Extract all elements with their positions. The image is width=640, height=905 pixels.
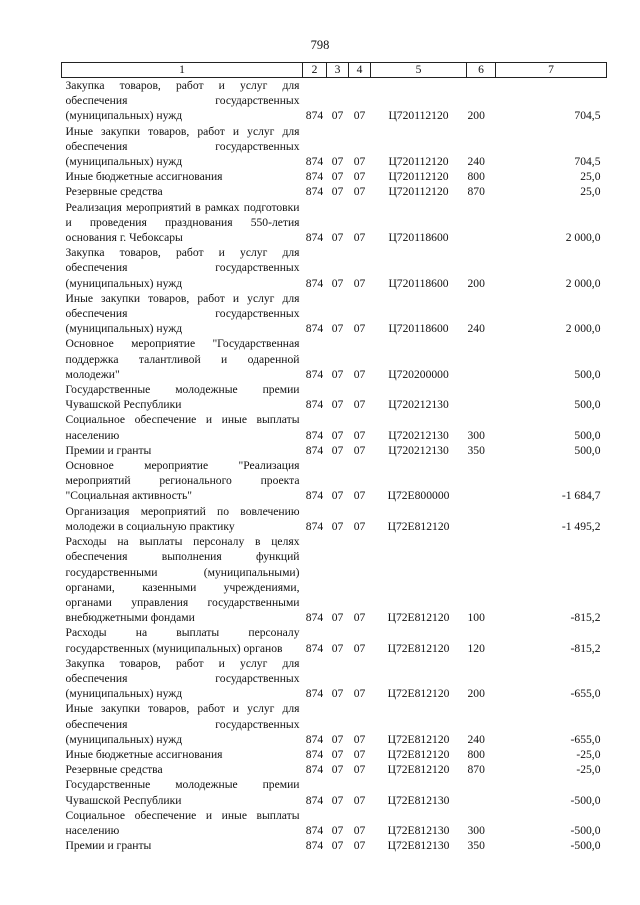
row-target-article: Ц720212130	[388, 443, 449, 457]
header-cell-6: 6	[467, 63, 496, 78]
row-gr-code: 874	[305, 641, 324, 655]
row-expense-type: 870	[467, 763, 485, 777]
row-amount: 500,0	[574, 443, 601, 457]
row-target-article: Ц720112120	[388, 155, 449, 169]
table-row	[62, 534, 607, 625]
row-name: Иные бюджетные ассигнования	[65, 170, 223, 184]
row-target-article: Ц720212130	[388, 398, 449, 412]
row-target-article: Ц72Е812130	[387, 839, 450, 853]
row-section: 07	[331, 839, 344, 853]
row-expense-type: 240	[467, 322, 485, 336]
row-name: Расходы на выплаты персоналу государственных (муниципальных) органов	[65, 626, 300, 655]
row-name: Иные закупки товаров, работ и услуг для обеспечения государственных (муниципальных) нужд	[65, 291, 300, 336]
table-row	[62, 747, 607, 762]
row-name: Расходы на выплаты персоналу в целях обеспечения выполнения функций государственными (муниципальными) органами, казенными учреждениями, органами управления государственными внебюджетными фондами	[65, 535, 300, 625]
row-name: Закупка товаров, работ и услуг для обеспечения государственных (муниципальных) нужд	[65, 79, 300, 123]
row-subsection: 07	[353, 109, 366, 123]
table-row	[62, 625, 607, 655]
row-section: 07	[331, 367, 344, 381]
row-gr-code: 874	[305, 155, 324, 169]
row-subsection: 07	[353, 155, 366, 169]
row-expense-type: 870	[467, 185, 485, 199]
row-name: Премии и гранты	[65, 443, 152, 457]
row-amount: 500,0	[574, 398, 601, 412]
row-subsection: 07	[353, 747, 366, 761]
row-expense-type: 300	[467, 428, 485, 442]
row-expense-type: 240	[467, 155, 485, 169]
row-amount: 704,5	[574, 109, 601, 123]
row-section: 07	[331, 428, 344, 442]
row-name: Государственные молодежные премии Чувашской Республики	[65, 383, 300, 412]
row-subsection: 07	[353, 443, 366, 457]
row-name: Премии и гранты	[65, 839, 152, 853]
row-name: Организация мероприятий по вовлечению молодежи в социальную практику	[65, 504, 300, 533]
row-gr-code: 874	[305, 170, 324, 184]
row-expense-type	[467, 777, 496, 807]
row-target-article: Ц72Е812120	[387, 763, 450, 777]
row-amount: 2 000,0	[565, 276, 601, 290]
row-target-article: Ц72Е812130	[387, 823, 450, 837]
row-subsection: 07	[353, 489, 366, 503]
row-target-article: Ц720200000	[388, 367, 449, 381]
row-section: 07	[331, 276, 344, 290]
table-row	[62, 412, 607, 442]
row-gr-code: 874	[305, 823, 324, 837]
row-amount: -500,0	[570, 793, 601, 807]
row-expense-type	[467, 458, 496, 504]
row-name: Иные закупки товаров, работ и услуг для обеспечения государственных (муниципальных) нужд	[65, 702, 300, 746]
row-amount: -815,2	[570, 641, 601, 655]
row-expense-type	[467, 382, 496, 412]
header-cell-1: 1	[62, 63, 303, 78]
row-gr-code: 874	[305, 428, 324, 442]
row-gr-code: 874	[305, 763, 324, 777]
table-row	[62, 336, 607, 382]
header-cell-4: 4	[349, 63, 371, 78]
row-section: 07	[331, 687, 344, 701]
row-section: 07	[331, 170, 344, 184]
row-subsection: 07	[353, 231, 366, 245]
row-section: 07	[331, 732, 344, 746]
row-amount: 2 000,0	[565, 322, 601, 336]
row-subsection: 07	[353, 170, 366, 184]
row-expense-type	[467, 336, 496, 382]
row-gr-code: 874	[305, 398, 324, 412]
row-section: 07	[331, 398, 344, 412]
row-target-article: Ц72Е800000	[387, 489, 450, 503]
row-gr-code: 874	[305, 732, 324, 746]
row-subsection: 07	[353, 839, 366, 853]
row-name: Резервные средства	[65, 185, 163, 199]
row-name: Основное мероприятие "Реализация мероприятий регионального проекта "Социальная активность"	[65, 459, 300, 503]
row-expense-type: 200	[467, 109, 485, 123]
row-amount: -1 684,7	[561, 489, 601, 503]
row-target-article: Ц720118600	[388, 322, 449, 336]
row-name: Реализация мероприятий в рамках подготовки и проведения празднования 550-летия основания г. Чебоксары	[65, 200, 300, 245]
row-name: Резервные средства	[65, 763, 163, 777]
table-row	[62, 777, 607, 807]
row-name: Основное мероприятие "Государственная поддержка талантливой и одаренной молодежи"	[65, 337, 300, 381]
row-expense-type: 800	[467, 170, 485, 184]
budget-table	[61, 62, 607, 853]
row-amount: 25,0	[580, 185, 601, 199]
row-target-article: Ц720112120	[388, 109, 449, 123]
row-name: Социальное обеспечение и иные выплаты населению	[65, 413, 300, 442]
row-name: Иные бюджетные ассигнования	[65, 747, 223, 761]
row-target-article: Ц720118600	[388, 231, 449, 245]
row-section: 07	[331, 109, 344, 123]
row-amount: -1 495,2	[561, 519, 601, 533]
row-section: 07	[331, 443, 344, 457]
row-gr-code: 874	[305, 109, 324, 123]
row-amount: 25,0	[580, 170, 601, 184]
row-gr-code: 874	[305, 519, 324, 533]
row-amount: -815,2	[570, 611, 601, 625]
row-amount: -655,0	[570, 732, 601, 746]
header-cell-5: 5	[371, 63, 467, 78]
row-amount: -500,0	[570, 839, 601, 853]
row-subsection: 07	[353, 428, 366, 442]
row-target-article: Ц72Е812120	[387, 687, 450, 701]
row-subsection: 07	[353, 398, 366, 412]
row-gr-code: 874	[305, 839, 324, 853]
row-section: 07	[331, 823, 344, 837]
row-expense-type: 800	[467, 747, 485, 761]
row-target-article: Ц72Е812120	[387, 641, 450, 655]
row-target-article: Ц720112120	[388, 185, 449, 199]
row-expense-type: 120	[467, 641, 485, 655]
row-subsection: 07	[353, 611, 366, 625]
row-target-article: Ц720212130	[388, 428, 449, 442]
row-expense-type: 200	[467, 276, 485, 290]
row-target-article: Ц72Е812120	[387, 519, 450, 533]
row-subsection: 07	[353, 519, 366, 533]
row-amount: -25,0	[576, 763, 601, 777]
table-row	[62, 504, 607, 534]
row-gr-code: 874	[305, 185, 324, 199]
row-section: 07	[331, 489, 344, 503]
row-section: 07	[331, 763, 344, 777]
row-gr-code: 874	[305, 276, 324, 290]
row-subsection: 07	[353, 793, 366, 807]
table-row	[62, 200, 607, 246]
row-gr-code: 874	[305, 489, 324, 503]
row-gr-code: 874	[305, 322, 324, 336]
row-name: Иные закупки товаров, работ и услуг для обеспечения государственных (муниципальных) нужд	[65, 124, 300, 169]
row-expense-type: 100	[467, 611, 485, 625]
row-expense-type: 240	[467, 732, 485, 746]
row-expense-type: 350	[467, 443, 485, 457]
row-gr-code: 874	[305, 687, 324, 701]
row-amount: -655,0	[570, 687, 601, 701]
row-section: 07	[331, 747, 344, 761]
table-row	[62, 291, 607, 337]
row-gr-code: 874	[305, 747, 324, 761]
table-row	[62, 245, 607, 291]
row-name: Социальное обеспечение и иные выплаты населению	[65, 808, 300, 837]
table-row	[62, 808, 607, 838]
row-expense-type	[467, 504, 496, 534]
table-row	[62, 656, 607, 702]
table-row	[62, 762, 607, 777]
table-row	[62, 78, 607, 124]
row-section: 07	[331, 322, 344, 336]
row-section: 07	[331, 519, 344, 533]
table-row	[62, 124, 607, 170]
row-expense-type: 300	[467, 823, 485, 837]
page-number: 798	[310, 38, 330, 52]
row-name: Государственные молодежные премии Чувашской Республики	[65, 778, 300, 807]
row-target-article: Ц72Е812130	[387, 793, 450, 807]
row-subsection: 07	[353, 763, 366, 777]
row-gr-code: 874	[305, 793, 324, 807]
row-amount: 500,0	[574, 428, 601, 442]
row-target-article: Ц720112120	[388, 170, 449, 184]
row-section: 07	[331, 611, 344, 625]
row-gr-code: 874	[305, 231, 324, 245]
row-subsection: 07	[353, 641, 366, 655]
table-row	[62, 184, 607, 199]
row-amount: -500,0	[570, 823, 601, 837]
row-name: Закупка товаров, работ и услуг для обеспечения государственных (муниципальных) нужд	[65, 656, 300, 701]
header-cell-7: 7	[496, 63, 607, 78]
row-section: 07	[331, 155, 344, 169]
row-section: 07	[331, 793, 344, 807]
table-row	[62, 382, 607, 412]
row-expense-type	[467, 200, 496, 246]
row-subsection: 07	[353, 367, 366, 381]
row-expense-type: 200	[467, 687, 485, 701]
row-expense-type: 350	[467, 839, 485, 853]
row-amount: 500,0	[574, 367, 601, 381]
row-section: 07	[331, 641, 344, 655]
row-target-article: Ц720118600	[388, 276, 449, 290]
row-subsection: 07	[353, 185, 366, 199]
table-row	[62, 169, 607, 184]
table-row	[62, 458, 607, 504]
row-gr-code: 874	[305, 611, 324, 625]
row-amount: 704,5	[574, 155, 601, 169]
row-subsection: 07	[353, 823, 366, 837]
table-row	[62, 443, 607, 458]
row-name: Закупка товаров, работ и услуг для обеспечения государственных (муниципальных) нужд	[65, 246, 300, 290]
row-target-article: Ц72Е812120	[387, 747, 450, 761]
table-row	[62, 838, 607, 853]
header-cell-3: 3	[327, 63, 349, 78]
row-amount: 2 000,0	[565, 231, 601, 245]
row-subsection: 07	[353, 322, 366, 336]
row-target-article: Ц72Е812120	[387, 611, 450, 625]
row-gr-code: 874	[305, 367, 324, 381]
row-target-article: Ц72Е812120	[387, 732, 450, 746]
table-row	[62, 701, 607, 747]
row-section: 07	[331, 231, 344, 245]
row-subsection: 07	[353, 732, 366, 746]
row-amount: -25,0	[576, 747, 601, 761]
row-subsection: 07	[353, 687, 366, 701]
row-gr-code: 874	[305, 443, 324, 457]
header-cell-2: 2	[303, 63, 327, 78]
row-section: 07	[331, 185, 344, 199]
header-row	[62, 63, 607, 78]
row-subsection: 07	[353, 276, 366, 290]
